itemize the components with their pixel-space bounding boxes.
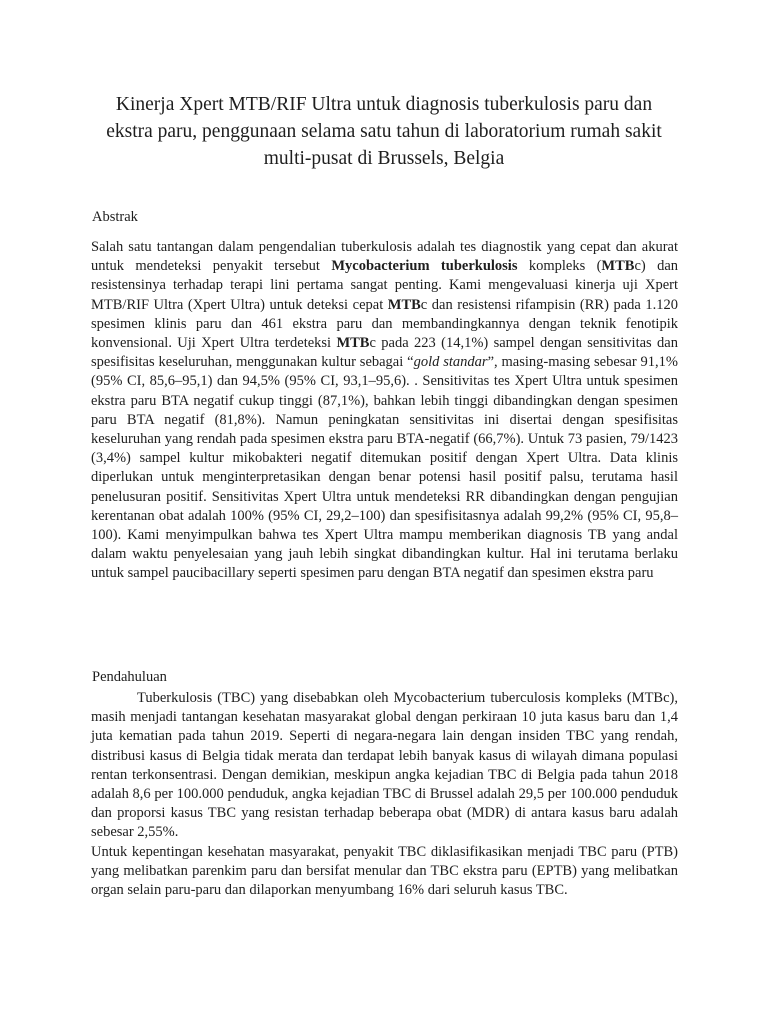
abstract-text-6: ”, masing-masing sebesar 91,1% (95% CI, 85,6–95,1) dan 94,5% (95% CI, 93,1–95,6). . Sensitivitas tes Xpert Ultra untuk spesimen ekstra paru BTA negatif cukup tinggi (87,1%), bahkan lebih tinggi dibandingkan dengan spesimen paru BTA negatif (81,8%). Namun peningkatan sensitivitas ini disertai dengan spesifisitas keseluruhan yang rendah pada spesimen ekstra paru BTA-negatif (66,7%). Untuk 73 pasien, 79/1423 (3,4%) sampel kultur mikobakteri negatif ditemukan positif dengan Xpert Ultra. Data klinis diperlukan untuk menginterpretasikan dengan benar potensi hasil positif palsu, terutama hasil penelusuran positif. Sensitivitas Xpert Ultra untuk mendeteksi RR dibandingkan dengan pengujian kerentanan obat adalah 100% (95% CI, 29,2–100) dan spesifisitasnya adalah 99,2% (95% CI, 95,8– 100). Kami menyimpulkan bahwa tes Xpert Ultra mampu memberikan diagnosis TB yang andal dalam waktu penyelesaian yang jauh lebih singkat dibandingkan kultur. Hal ini terutama berlaku untuk sampel paucibacillary seperti spesimen paru dengan BTA negatif dan spesimen ekstra paru [91,354,678,582]
intro-paragraph-2: Untuk kepentingan kesehatan masyarakat, penyakit TBC diklasifikasikan menjadi TBC paru (PTB) yang melibatkan parenkim paru dan bersifat menular dan TBC ekstra paru (EPTB) yang melibatkan organ selain paru-paru dan dilaporkan menyumbang 16% dari seluruh kasus TBC. [91,844,678,899]
abstract-bold-organism: Mycobacterium tuberkulosis [331,258,518,275]
abstract-text-2: kompleks ( [517,258,602,275]
abstract-bold-mtb-3: MTB [336,335,370,352]
abstract-bold-mtb-2: MTB [387,296,421,313]
abstract-text-3: c) dan resistensinya terhadap terapi lini pertama sangat penting. Kami mengevaluasi kinerja uji Xpert MTB/RIF Ultra (Xpert Ultra) untuk deteksi cepat [91,258,679,313]
abstract-text-4: c dan resistensi rifampisin (RR) pada 1.120 spesimen klinis paru dan 461 ekstra paru dan membandingkannya dengan teknik fenotipik konvensional. Uji Xpert Ultra terdeteksi [91,296,678,352]
abstract-paragraph [91,238,678,584]
abstract-bold-mtb-1: MTB [601,258,635,275]
abstract-italic-gold-standard: gold standar [413,354,488,371]
intro-heading: Pendahuluan [92,669,167,685]
page-title: Kinerja Xpert MTB/RIF Ultra untuk diagnosis tuberkulosis paru dan ekstra paru, penggunaan selama satu tahun di laboratorium rumah sakit multi-pusat di Brussels, Belgia [106,94,662,169]
abstract-text-1: Salah satu tantangan dalam pengendalian tuberkulosis adalah tes diagnostik yang cepat dan akurat untuk mendeteksi penyakit tersebut [91,239,678,275]
intro-paragraph-1: Tuberkulosis (TBC) yang disebabkan oleh Mycobacterium tuberculosis kompleks (MTBc), masih menjadi tantangan kesehatan masyarakat global dengan perkiraan 10 juta kasus baru dan 1,4 juta kematian pada tahun 2019. Seperti di negara-negara lain dengan insiden TBC yang rendah, distribusi kasus di Belgia tidak merata dan terdapat lebih banyak kasus di wilayah dimana populasi rentan terkonsentrasi. Dengan demikian, meskipun angka kejadian TBC di Belgia pada tahun 2018 adalah 8,6 per 100.000 penduduk, angka kejadian TBC di Brussel adalah 29,5 per 100.000 penduduk dan proporsi kasus TBC yang resistan terhadap beberapa obat (MDR) di antara kasus baru adalah sebesar 2,55%. [91,690,678,841]
abstract-heading: Abstrak [92,209,138,225]
abstract-text-5: c pada 223 (14,1%) sampel dengan sensitivitas dan spesifisitas keseluruhan, menggunakan kultur sebagai “ [91,335,678,371]
